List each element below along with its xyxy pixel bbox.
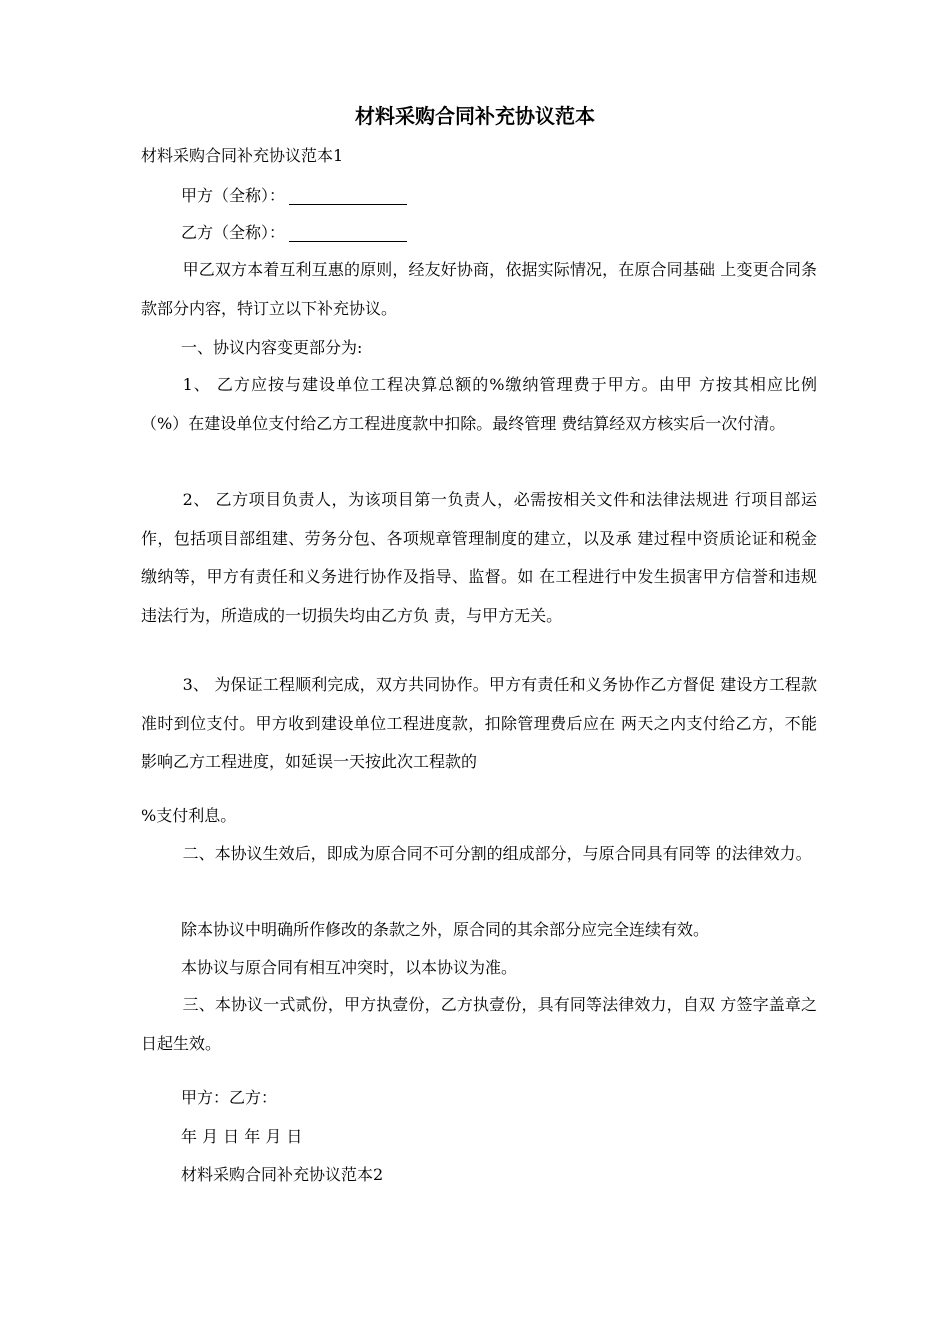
party-b-line: [181, 213, 817, 253]
party-a-line: [181, 176, 817, 216]
party-b-label: 乙方（全称）：: [181, 223, 286, 242]
signature-line: 甲方：乙方：: [181, 1088, 278, 1107]
clause-2: 2、 乙方项目负责人，为该项目第一负责人，必需按相关文件和法律法规进 行项目部运作，包括项目部组建、劳务分包、各项规章管理制度的建立，以及承 建过程中资质论证和税金缴纳等，甲方有责任和义务进行协作及指导、监督。如 在工程进行中发生损害甲方信誉和违规违法行为，所造成的一切损失均由乙方负 责，与甲方无关。: [141, 490, 817, 625]
date-line: 年 月 日 年 月 日: [181, 1127, 303, 1146]
clause-3: 3、 为保证工程顺利完成，双方共同协作。甲方有责任和义务协作乙方督促 建设方工程款准时到位支付。甲方收到建设单位工程进度款，扣除管理费后应在 两天之内支付给乙方，不能影响乙方工程进度，如延误一天按此次工程款的: [141, 675, 817, 771]
party-b-blank: [289, 223, 407, 242]
section-2-paragraph: 二、本协议生效后，即成为原合同不可分割的组成部分，与原合同具有同等 的法律效力。: [182, 844, 812, 863]
clause-1: 1、 乙方应按与建设单位工程决算总额的%缴纳管理费于甲方。由甲 方按其相应比例（%）在建设单位支付给乙方工程进度款中扣除。最终管理 费结算经双方核实后一次付清。: [141, 375, 817, 433]
sample-1-heading: 材料采购合同补充协议范本1: [141, 146, 344, 165]
section-2-note-b: 本协议与原合同有相互冲突时，以本协议为准。: [181, 958, 518, 977]
party-a-label: 甲方（全称）：: [181, 186, 286, 205]
clause-3-continuation: %支付利息。: [141, 806, 237, 825]
party-a-blank: [289, 186, 407, 205]
section-3-paragraph: 三、本协议一式贰份，甲方执壹份，乙方执壹份，具有同等法律效力，自双 方签字盖章之日起生效。: [141, 995, 817, 1053]
section-1-heading: 一、协议内容变更部分为:: [181, 338, 363, 357]
sample-2-heading: 材料采购合同补充协议范本2: [181, 1165, 384, 1184]
section-2-note-a: 除本协议中明确所作修改的条款之外，原合同的其余部分应完全连续有效。: [181, 920, 710, 939]
intro-paragraph: 甲乙双方本着互利互惠的原则，经友好协商，依据实际情况，在原合同基础 上变更合同条款部分内容，特订立以下补充协议。: [141, 260, 817, 318]
document-title: 材料采购合同补充协议范本: [355, 104, 595, 128]
